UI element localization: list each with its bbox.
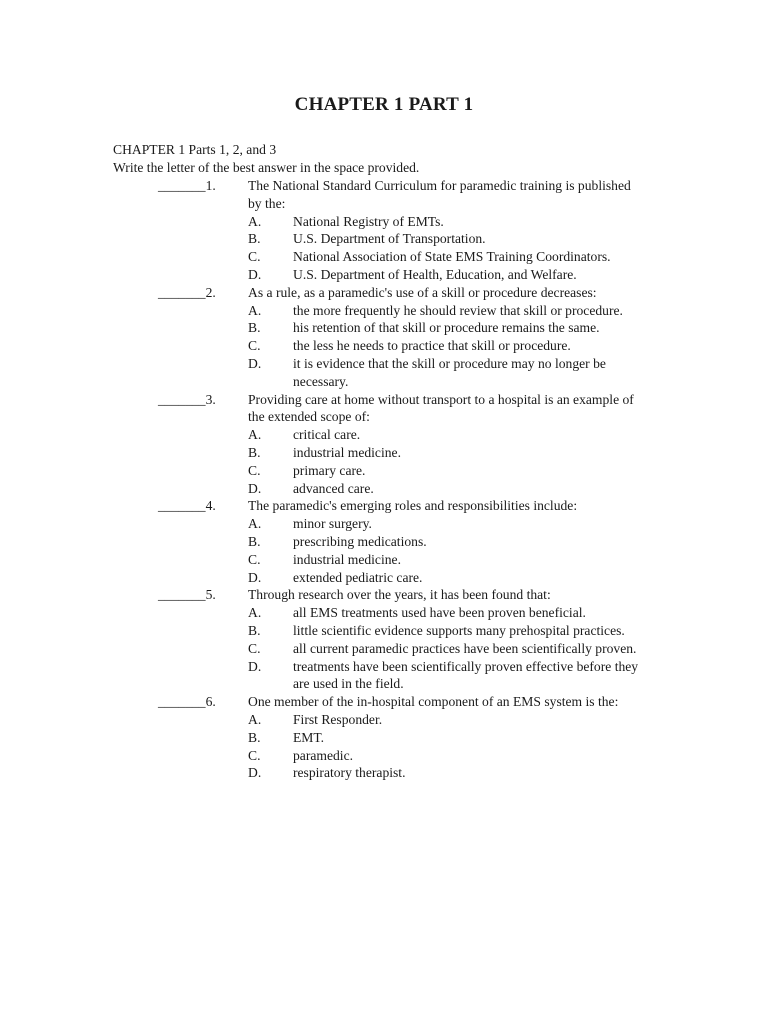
option-letter: B. bbox=[248, 320, 261, 336]
option-text: U.S. Department of Health, Education, and Welfare. bbox=[293, 266, 577, 282]
option-letter: D. bbox=[248, 569, 262, 585]
instructions-text: Write the letter of the best answer in the space provided. bbox=[113, 160, 420, 175]
option-text: all EMS treatments used have been proven beneficial. bbox=[293, 605, 586, 621]
page-title: CHAPTER 1 PART 1 bbox=[294, 94, 474, 115]
question-row bbox=[0, 497, 768, 515]
question-row bbox=[0, 693, 768, 711]
option-text: all current paramedic practices have been scientifically proven. bbox=[293, 640, 637, 656]
answer-option bbox=[0, 426, 768, 444]
answer-option bbox=[0, 302, 768, 320]
answer-option bbox=[0, 319, 768, 337]
option-text: advanced care. bbox=[293, 480, 374, 496]
question-item bbox=[0, 177, 768, 284]
answer-option bbox=[0, 248, 768, 266]
option-letter: C. bbox=[248, 640, 261, 656]
question-stem: As a rule, as a paramedic's use of a skill or procedure decreases: bbox=[248, 284, 597, 300]
option-letter: A. bbox=[248, 302, 262, 318]
option-text: extended pediatric care. bbox=[293, 569, 423, 585]
answer-option bbox=[0, 622, 768, 640]
question-list bbox=[0, 177, 768, 782]
answer-option bbox=[0, 337, 768, 355]
question-stem: Through research over the years, it has been found that: bbox=[248, 587, 551, 603]
question-item bbox=[0, 693, 768, 782]
option-letter: C. bbox=[248, 462, 261, 478]
question-row bbox=[0, 586, 768, 604]
answer-blank: _______5. bbox=[158, 587, 216, 603]
question-row bbox=[0, 284, 768, 302]
option-letter: B. bbox=[248, 444, 261, 460]
answer-option bbox=[0, 640, 768, 658]
answer-option bbox=[0, 569, 768, 587]
answer-blank: _______4. bbox=[158, 498, 216, 514]
option-letter: C. bbox=[248, 747, 261, 763]
option-text: EMT. bbox=[293, 729, 325, 745]
answer-option bbox=[0, 462, 768, 480]
answer-option bbox=[0, 764, 768, 782]
question-row bbox=[0, 177, 768, 213]
answer-option bbox=[0, 533, 768, 551]
question-stem: One member of the in-hospital component of an EMS system is the: bbox=[248, 694, 619, 710]
option-letter: C. bbox=[248, 338, 261, 354]
option-letter: B. bbox=[248, 622, 261, 638]
option-letter: D. bbox=[248, 480, 262, 496]
option-text: little scientific evidence supports many prehospital practices. bbox=[293, 622, 625, 638]
option-text: National Registry of EMTs. bbox=[293, 213, 444, 229]
question-item bbox=[0, 586, 768, 693]
option-text: critical care. bbox=[293, 427, 361, 443]
question-item bbox=[0, 391, 768, 498]
option-text: First Responder. bbox=[293, 711, 383, 727]
answer-option bbox=[0, 230, 768, 248]
option-letter: A. bbox=[248, 605, 262, 621]
option-text: prescribing medications. bbox=[293, 533, 427, 549]
option-letter: D. bbox=[248, 658, 262, 674]
answer-option bbox=[0, 480, 768, 498]
option-text: his retention of that skill or procedure remains the same. bbox=[293, 320, 600, 336]
question-stem: The paramedic's emerging roles and responsibilities include: bbox=[248, 498, 578, 514]
option-text: respiratory therapist. bbox=[293, 765, 406, 781]
option-letter: D. bbox=[248, 266, 262, 282]
option-text: National Association of State EMS Training Coordinators. bbox=[293, 249, 611, 265]
option-text: treatments have been scientifically proven effective before they are used in the field. bbox=[293, 658, 639, 692]
option-letter: C. bbox=[248, 249, 261, 265]
option-letter: D. bbox=[248, 355, 262, 371]
question-item bbox=[0, 284, 768, 391]
option-letter: C. bbox=[248, 551, 261, 567]
option-letter: A. bbox=[248, 427, 262, 443]
option-text: industrial medicine. bbox=[293, 444, 401, 460]
option-text: it is evidence that the skill or procedure may no longer be necessary. bbox=[293, 355, 606, 389]
option-letter: A. bbox=[248, 213, 262, 229]
option-letter: B. bbox=[248, 231, 261, 247]
option-text: industrial medicine. bbox=[293, 551, 401, 567]
answer-blank: _______1. bbox=[158, 178, 216, 193]
answer-option bbox=[0, 355, 768, 391]
option-text: the less he needs to practice that skill or procedure. bbox=[293, 338, 571, 354]
option-text: U.S. Department of Transportation. bbox=[293, 231, 486, 247]
option-text: paramedic. bbox=[293, 747, 354, 763]
answer-blank: _______6. bbox=[158, 694, 216, 710]
answer-option bbox=[0, 551, 768, 569]
answer-option bbox=[0, 515, 768, 533]
answer-option bbox=[0, 604, 768, 622]
question-stem: Providing care at home without transport to a hospital is an example of the extended scope of: bbox=[248, 391, 634, 425]
answer-blank: _______3. bbox=[158, 391, 216, 407]
option-letter: B. bbox=[248, 729, 261, 745]
answer-option bbox=[0, 747, 768, 765]
question-item bbox=[0, 497, 768, 586]
answer-blank: _______2. bbox=[158, 284, 216, 300]
answer-option bbox=[0, 444, 768, 462]
question-stem: The National Standard Curriculum for paramedic training is published by the: bbox=[248, 178, 631, 211]
option-text: primary care. bbox=[293, 462, 366, 478]
answer-option bbox=[0, 658, 768, 694]
option-letter: D. bbox=[248, 765, 262, 781]
answer-option bbox=[0, 266, 768, 284]
question-row bbox=[0, 391, 768, 427]
option-letter: A. bbox=[248, 711, 262, 727]
option-letter: B. bbox=[248, 533, 261, 549]
chapter-subtitle: CHAPTER 1 Parts 1, 2, and 3 bbox=[113, 142, 277, 157]
answer-option bbox=[0, 213, 768, 231]
option-text: the more frequently he should review that skill or procedure. bbox=[293, 302, 623, 318]
answer-option bbox=[0, 711, 768, 729]
option-letter: A. bbox=[248, 516, 262, 532]
option-text: minor surgery. bbox=[293, 516, 372, 532]
answer-option bbox=[0, 729, 768, 747]
